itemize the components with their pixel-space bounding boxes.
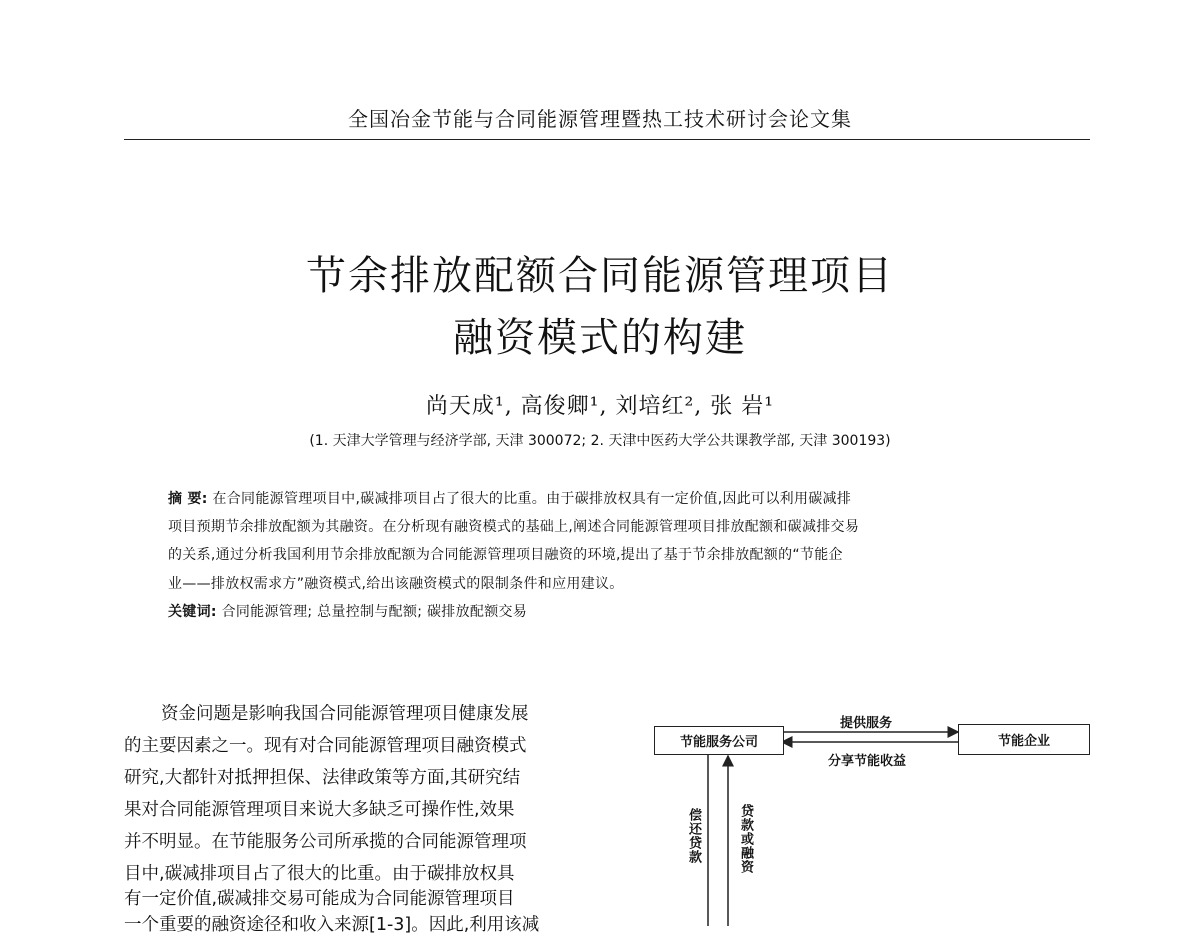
label-provide-service: 提供服务 [840, 716, 893, 731]
abstract-line: 项目预期节余排放配额为其融资。在分析现有融资模式的基础上,阐述合同能源管理项目排放配额和碳减排交易 [168, 519, 860, 535]
body-text-line: 果对合同能源管理项目来说大多缺乏可操作性,效果 [124, 800, 515, 820]
affiliation: (1. 天津大学管理与经济学部, 天津 300072; 2. 天津中医药大学公共课教学部, 天津 300193) [309, 433, 891, 449]
author-list: 尚天成¹, 高俊卿¹, 刘培红², 张 岩¹ [425, 394, 775, 419]
body-text-line: 研究,大都针对抵押担保、法律政策等方面,其研究结 [124, 768, 521, 788]
box-energy-saving-enterprise: 节能企业 [958, 724, 1090, 755]
paper-title-line-1: 节余排放配额合同能源管理项目 [306, 253, 894, 299]
keywords-label: 关键词: [168, 604, 217, 620]
label-repay-loan: 偿还贷款 [686, 808, 701, 864]
abstract-text: 在合同能源管理项目中,碳减排项目占了很大的比重。由于碳排放权具有一定价值,因此可以利用碳减排 [212, 491, 852, 507]
running-header: 全国冶金节能与合同能源管理暨热工技术研讨会论文集 [348, 107, 852, 131]
abstract-line: 的关系,通过分析我国利用节余排放配额为合同能源管理项目融资的环境,提出了基于节余排放配额的“节能企 [168, 547, 843, 563]
header-rule [124, 139, 1090, 140]
financing-flow-diagram [640, 700, 1100, 926]
keywords-text: 合同能源管理; 总量控制与配额; 碳排放配额交易 [221, 604, 528, 620]
abstract-line [168, 488, 1048, 508]
body-text-line: 的主要因素之一。现有对合同能源管理项目融资模式 [124, 736, 527, 756]
label-loan-or-financing: 贷款或融资 [738, 804, 753, 874]
body-text-line: 并不明显。在节能服务公司所承揽的合同能源管理项 [124, 832, 527, 852]
body-text-line: 资金问题是影响我国合同能源管理项目健康发展 [161, 704, 529, 724]
paper-title-line-2: 融资模式的构建 [453, 315, 747, 361]
keywords-line [168, 601, 1048, 621]
abstract-label: 摘 要: [168, 491, 208, 507]
box-energy-service-company: 节能服务公司 [654, 726, 784, 755]
body-text-line: 目中,碳减排项目占了很大的比重。由于碳排放权具 [124, 864, 515, 884]
body-text-line: 一个重要的融资途径和收入来源[1-3]。因此,利用该减 [124, 915, 540, 935]
abstract-line: 业——排放权需求方”融资模式,给出该融资模式的限制条件和应用建议。 [168, 576, 624, 592]
body-text-line: 有一定价值,碳减排交易可能成为合同能源管理项目 [124, 889, 515, 909]
label-share-savings: 分享节能收益 [828, 754, 907, 769]
